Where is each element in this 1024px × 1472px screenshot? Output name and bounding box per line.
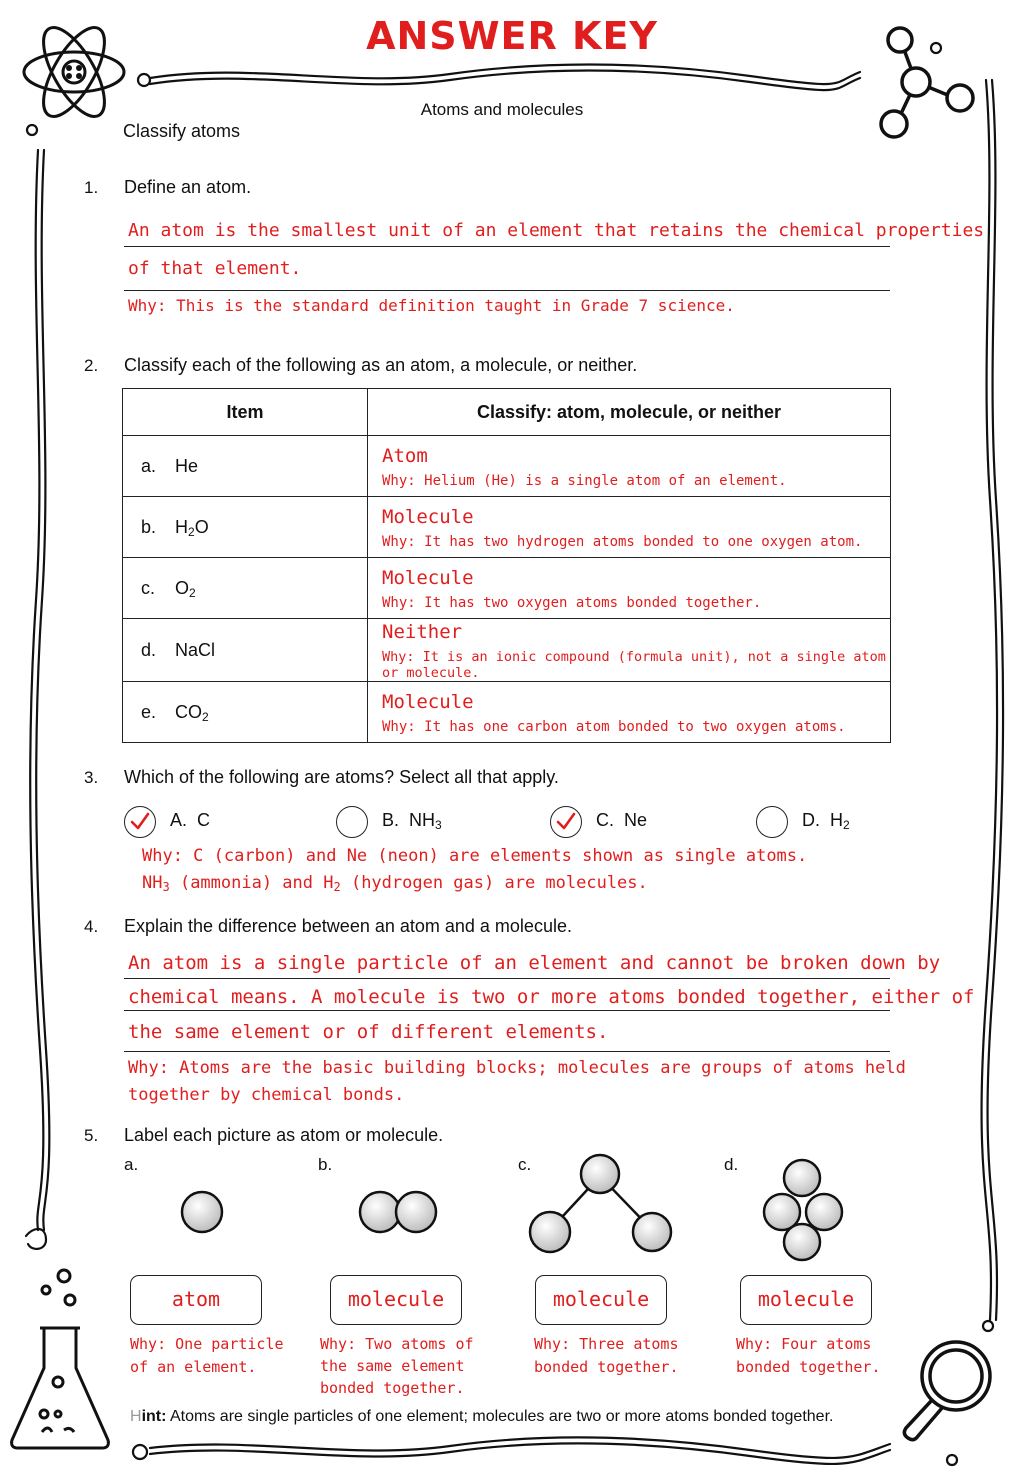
table-row xyxy=(123,682,891,743)
picture-c-label: molecule xyxy=(535,1275,667,1325)
q3-why-line-1: Why: C (carbon) and Ne (neon) are elements shown as single atoms. xyxy=(142,846,808,866)
q2-number: 2. xyxy=(84,356,99,375)
particle-pictures xyxy=(0,1140,1024,1270)
q1-number: 1. xyxy=(84,178,99,197)
q4-answer-rule-2 xyxy=(124,1010,890,1011)
page-title: ANSWER KEY xyxy=(366,14,658,58)
option-a-checkbox[interactable] xyxy=(124,806,156,838)
option-c-label: C. Ne xyxy=(596,810,648,830)
q1-answer-line-2: of that element. xyxy=(128,258,302,279)
picture-b-letter: b. xyxy=(318,1155,333,1174)
section-title: Classify atoms xyxy=(123,121,241,141)
option-a-label: A. C xyxy=(170,810,211,830)
picture-d-letter: d. xyxy=(724,1155,739,1174)
q1-answer-line-1: An atom is the smallest unit of an element that retains the chemical properties xyxy=(128,220,985,241)
classification-table xyxy=(122,388,891,743)
picture-a-label: atom xyxy=(130,1275,262,1325)
option-c-checkbox[interactable] xyxy=(550,806,582,838)
option-d-checkbox[interactable] xyxy=(756,806,788,838)
q1-prompt: Define an atom. xyxy=(124,177,252,197)
hint-text: Hint: Atoms are single particles of one element; molecules are two or more atoms bonded together. xyxy=(130,1408,834,1425)
q4-answer-rule-3 xyxy=(124,1051,890,1052)
magnifying-glass-icon xyxy=(896,1332,1006,1442)
answer-cell: Atom Why: Helium (He) is a single atom of an element. xyxy=(368,436,891,497)
answer-cell: Molecule Why: It has two hydrogen atoms bonded to one oxygen atom. xyxy=(368,497,891,558)
q4-why-line-2: together by chemical bonds. xyxy=(128,1085,405,1105)
picture-d-why: Why: Four atoms bonded together. xyxy=(736,1335,881,1376)
option-d-label: D. $H_2$ xyxy=(802,810,850,832)
flask-icon xyxy=(6,1264,116,1454)
q4-answer-rule-1 xyxy=(124,978,890,979)
item-cell: e. $CO_2$ xyxy=(123,682,368,743)
q1-why: Why: This is the standard definition taught in Grade 7 science. xyxy=(128,296,735,315)
picture-b-atom xyxy=(396,1192,436,1232)
q4-answer-line-1: An atom is a single particle of an element and cannot be broken down by xyxy=(128,952,941,974)
column-header-classify: Classify: atom, molecule, or neither xyxy=(368,389,891,436)
table-row xyxy=(123,497,891,558)
picture-a-letter: a. xyxy=(124,1155,139,1174)
picture-c-atom xyxy=(530,1212,570,1252)
picture-b-why: Why: Two atoms of the same element bonded together. xyxy=(320,1335,474,1397)
picture-c-atom xyxy=(633,1213,671,1251)
picture-b-atom xyxy=(360,1192,400,1232)
q3-number: 3. xyxy=(84,768,99,787)
table-row xyxy=(123,436,891,497)
answer-cell: Molecule Why: It has one carbon atom bonded to two oxygen atoms. xyxy=(368,682,891,743)
item-cell: b. $H_2O$ xyxy=(123,497,368,558)
q4-why-line-1: Why: Atoms are the basic building blocks; molecules are groups of atoms held xyxy=(128,1058,906,1078)
item-cell: c. $O_2$ xyxy=(123,558,368,619)
picture-c-letter: c. xyxy=(518,1155,532,1174)
picture-d-atom xyxy=(784,1224,820,1260)
picture-a-atom xyxy=(182,1192,222,1232)
item-cell: a. He xyxy=(123,436,368,497)
q4-answer-line-2: chemical means. A molecule is two or more atoms bonded together, either of xyxy=(128,986,975,1008)
column-header-item: Item xyxy=(123,389,368,436)
q4-prompt: Explain the difference between an atom and a molecule. xyxy=(124,916,572,936)
item-cell: d. NaCl xyxy=(123,619,368,682)
answer-cell: Molecule Why: It has two oxygen atoms bonded together. xyxy=(368,558,891,619)
picture-a-why: Why: One particle of an element. xyxy=(130,1335,284,1376)
q2-prompt: Classify each of the following as an atom, a molecule, or neither. xyxy=(124,355,638,375)
q4-answer-line-3: the same element or of different elements. xyxy=(128,1021,609,1043)
q3-prompt: Which of the following are atoms? Select all that apply. xyxy=(124,767,559,787)
picture-d-atom xyxy=(784,1160,820,1196)
option-b-checkbox[interactable] xyxy=(336,806,368,838)
table-row xyxy=(123,619,891,682)
picture-c-why: Why: Three atoms bonded together. xyxy=(534,1335,679,1376)
picture-b-label: molecule xyxy=(330,1275,462,1325)
picture-d-atom xyxy=(806,1194,842,1230)
picture-d-label: molecule xyxy=(740,1275,872,1325)
q5-prompt: Label each picture as atom or molecule. xyxy=(124,1125,444,1145)
answer-cell: Neither Why: It is an ionic compound (formula unit), not a single atom or molecule. xyxy=(368,619,891,682)
option-b-label: B. $NH_3$ xyxy=(382,810,442,832)
table-row xyxy=(123,558,891,619)
q5-number: 5. xyxy=(84,1126,99,1145)
q3-why-line-2: $NH_3$ (ammonia) and $H_2$ (hydrogen gas) are molecules. xyxy=(142,873,648,894)
check-icon xyxy=(555,811,577,833)
q4-number: 4. xyxy=(84,917,99,936)
check-icon xyxy=(129,811,151,833)
q1-answer-rule-1 xyxy=(124,246,890,247)
worksheet-subtitle: Atoms and molecules xyxy=(420,100,584,119)
q1-answer-rule-2 xyxy=(124,290,890,291)
picture-c-atom xyxy=(581,1155,619,1193)
